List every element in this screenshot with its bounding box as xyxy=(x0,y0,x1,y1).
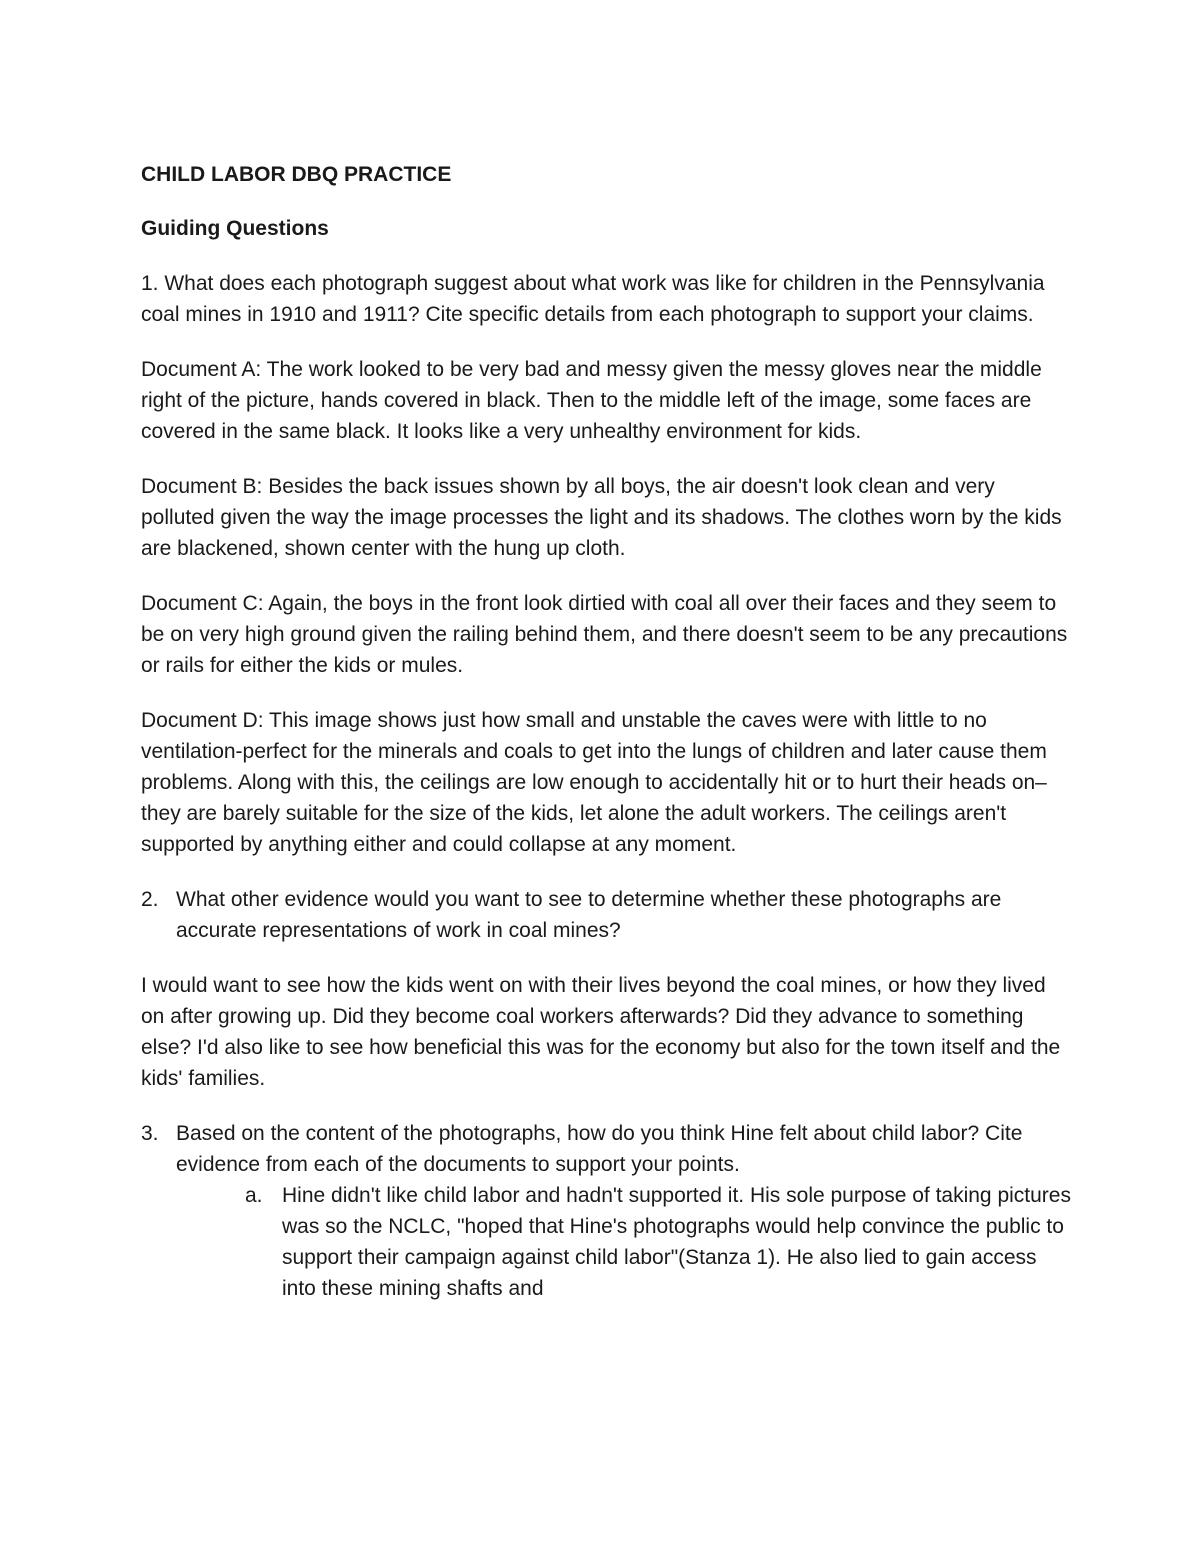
question-3-text: Based on the content of the photographs, how do you think Hine felt about child labor? Cite evidence from each of the documents to support your points. xyxy=(176,1122,1023,1176)
question-3-number: 3. xyxy=(141,1122,159,1145)
question-2 xyxy=(141,884,1071,946)
answer-3a-text: Hine didn't like child labor and hadn't supported it. His sole purpose of taking pictures was so the NCLC, "hoped that Hine's photographs would help convince the public to support their campaign against child labor"(Stanza 1). He also lied to gain access into these mining shafts and xyxy=(282,1184,1071,1300)
question-2-text: What other evidence would you want to see to determine whether these photographs are accurate representations of work in coal mines? xyxy=(176,888,1002,942)
answer-document-a: Document A: The work looked to be very bad and messy given the messy gloves near the middle right of the picture, hands covered in black. Then to the middle left of the image, some faces are covered in the same black. It looks like a very unhealthy environment for kids. xyxy=(141,358,1042,443)
document-page xyxy=(141,160,1071,1304)
answer-3a-letter: a. xyxy=(245,1184,263,1207)
answer-question-3-a xyxy=(141,1180,1071,1304)
answer-document-c: Document C: Again, the boys in the front look dirtied with coal all over their faces and they seem to be on very high ground given the railing behind them, and there doesn't seem to be any precautions or rails for either the kids or mules. xyxy=(141,592,1068,677)
answer-document-b: Document B: Besides the back issues shown by all boys, the air doesn't look clean and very polluted given the way the image processes the light and its shadows. The clothes worn by the kids are blackened, shown center with the hung up cloth. xyxy=(141,475,1062,560)
section-heading-guiding-questions: Guiding Questions xyxy=(141,217,329,240)
question-1: 1. What does each photograph suggest about what work was like for children in the Pennsylvania coal mines in 1910 and 1911? Cite specific details from each photograph to support your claims. xyxy=(141,272,1045,326)
answer-question-2: I would want to see how the kids went on with their lives beyond the coal mines, or how they lived on after growing up. Did they become coal workers afterwards? Did they advance to something else? I'd also like to see how beneficial this was for the economy but also for the town itself and the kids' families. xyxy=(141,974,1061,1090)
answer-document-d: Document D: This image shows just how small and unstable the caves were with little to no ventilation-perfect for the minerals and coals to get into the lungs of children and later cause them problems. Along with this, the ceilings are low enough to accidentally hit or to hurt their heads on–they are barely suitable for the size of the kids, let alone the adult workers. The ceilings aren't supported by anything either and could collapse at any moment. xyxy=(141,709,1047,856)
question-3 xyxy=(141,1118,1071,1180)
document-title: CHILD LABOR DBQ PRACTICE xyxy=(141,163,452,186)
question-2-number: 2. xyxy=(141,888,159,911)
